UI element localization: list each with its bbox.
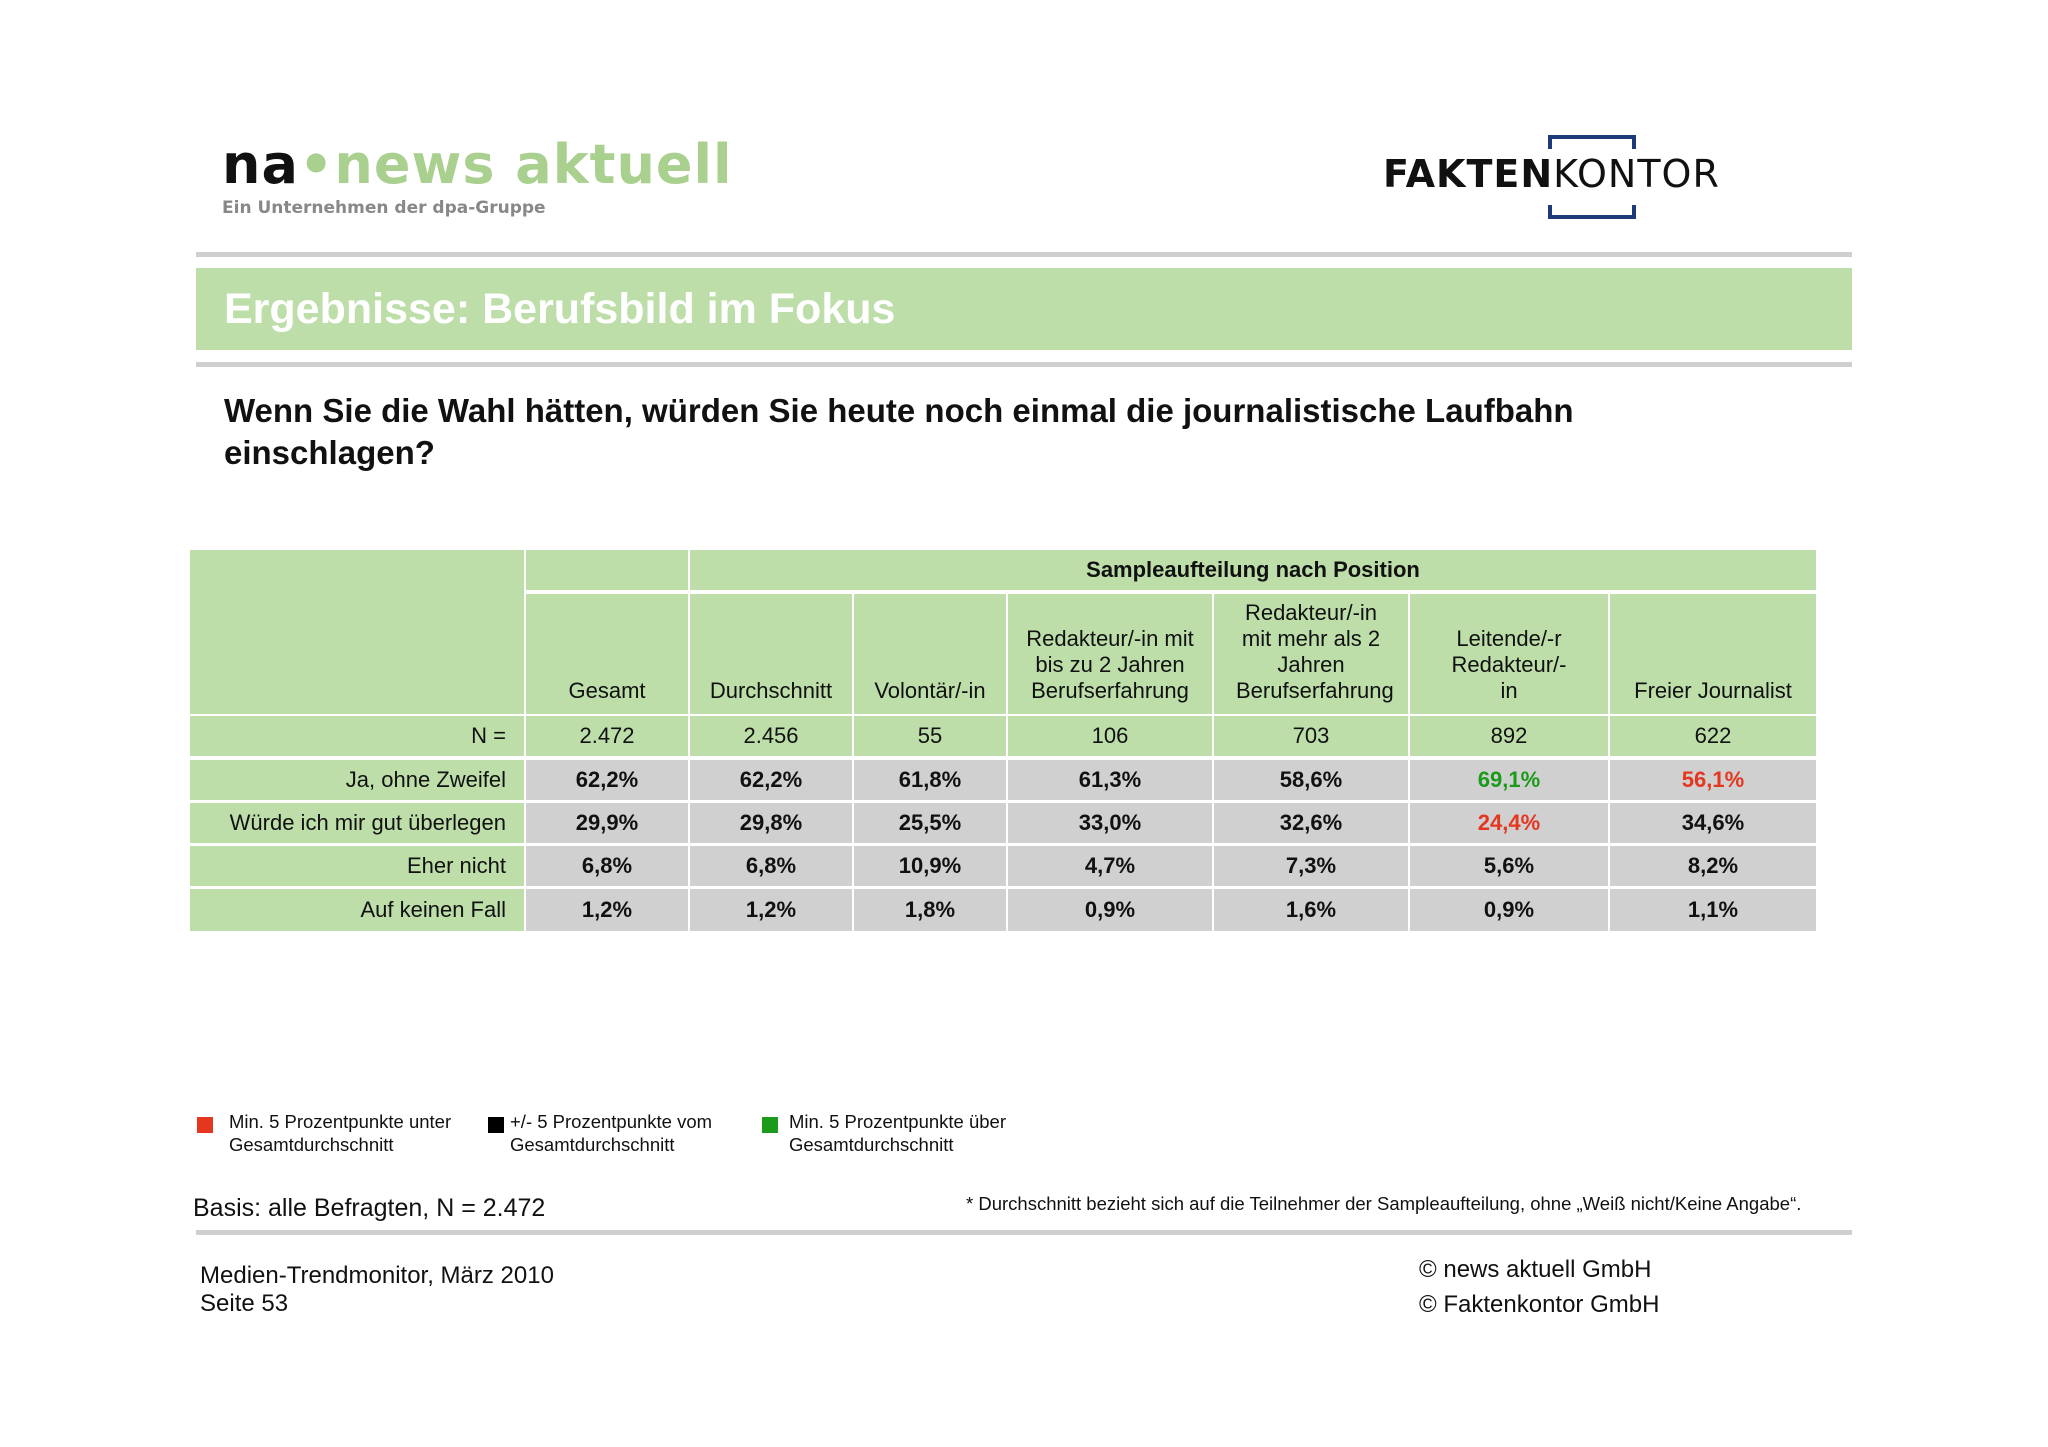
- group-header-spacer: [526, 550, 688, 590]
- table-cell: 1,1%: [1610, 889, 1816, 931]
- copyright-faktenkontor: © Faktenkontor GmbH: [1419, 1291, 1660, 1318]
- page-number: Seite 53: [200, 1290, 289, 1317]
- col-header: Redakteur/-in mit mehr als 2 Jahren Berufserfahrung: [1214, 594, 1408, 714]
- n-cell: 892: [1410, 716, 1608, 756]
- table-cell: 25,5%: [854, 803, 1006, 843]
- table-cell-highlight-red: 56,1%: [1610, 760, 1816, 800]
- basis-note: Basis: alle Befragten, N = 2.472: [193, 1194, 546, 1222]
- legend-black-swatch: [488, 1117, 504, 1133]
- survey-question: Wenn Sie die Wahl hätten, würden Sie heute noch einmal die journalistische Laufbahn einschlagen?: [224, 392, 1574, 471]
- table-cell: 1,8%: [854, 889, 1006, 931]
- col-header: Leitende/-r Redakteur/-in: [1410, 594, 1608, 714]
- table-cell: 1,2%: [526, 889, 688, 931]
- table-cell: 58,6%: [1214, 760, 1408, 800]
- n-cell: 703: [1214, 716, 1408, 756]
- col-header: Gesamt: [526, 594, 688, 714]
- legend-green-swatch: [762, 1117, 778, 1133]
- col-header: Durchschnitt: [690, 594, 852, 714]
- table-cell: 7,3%: [1214, 846, 1408, 886]
- table-cell: 0,9%: [1008, 889, 1212, 931]
- table-cell: 10,9%: [854, 846, 1006, 886]
- section-title: Ergebnisse: Berufsbild im Fokus: [224, 285, 896, 333]
- news-aktuell-logo: [222, 133, 733, 218]
- legend-green-label: Min. 5 Prozentpunkte über Gesamtdurchschnitt: [789, 1111, 1006, 1155]
- banner-divider: [196, 362, 1852, 367]
- row-label: Würde ich mir gut überlegen: [190, 803, 524, 843]
- legend-red-swatch: [197, 1117, 213, 1133]
- table-cell: 29,9%: [526, 803, 688, 843]
- faktenkontor-logo: [1383, 132, 1793, 222]
- n-cell: 106: [1008, 716, 1212, 756]
- table-cell: 6,8%: [526, 846, 688, 886]
- table-cell: 8,2%: [1610, 846, 1816, 886]
- n-cell: 622: [1610, 716, 1816, 756]
- footer-divider: [196, 1230, 1852, 1235]
- logo-bracket-top: [1548, 135, 1636, 149]
- footer-copyright: [1419, 1252, 1659, 1322]
- legend-red-label: Min. 5 Prozentpunkte unter Gesamtdurchschnitt: [229, 1111, 452, 1155]
- table-cell-highlight-green: 69,1%: [1410, 760, 1608, 800]
- legend-black-label: +/- 5 Prozentpunkte vom Gesamtdurchschnitt: [510, 1111, 713, 1155]
- table-cell: 61,3%: [1008, 760, 1212, 800]
- table-cell: 62,2%: [690, 760, 852, 800]
- logo-bracket-bottom: [1548, 205, 1636, 219]
- col-header: Redakteur/-in mit bis zu 2 Jahren Berufserfahrung: [1008, 594, 1212, 714]
- table-cell: 34,6%: [1610, 803, 1816, 843]
- row-label: Eher nicht: [190, 846, 524, 886]
- source-line: Medien-Trendmonitor, März 2010: [200, 1262, 554, 1289]
- section-banner: [196, 268, 1852, 350]
- table-cell: 5,6%: [1410, 846, 1608, 886]
- table-cell: 61,8%: [854, 760, 1006, 800]
- table-cell: 33,0%: [1008, 803, 1212, 843]
- col-header: Freier Journalist: [1610, 594, 1816, 714]
- faktenkontor-wordmark: FAKTENKONTOR: [1383, 152, 1720, 196]
- news-aktuell-subtitle: Ein Unternehmen der dpa-Gruppe: [222, 198, 546, 218]
- n-cell: 55: [854, 716, 1006, 756]
- table-cell: 1,2%: [690, 889, 852, 931]
- row-label: Auf keinen Fall: [190, 889, 524, 931]
- table-cell: 62,2%: [526, 760, 688, 800]
- col-header: Volontär/-in: [854, 594, 1006, 714]
- news-aktuell-wordmark: na•news aktuell: [222, 133, 733, 196]
- top-divider: [196, 252, 1852, 257]
- footer-source: [200, 1262, 554, 1318]
- table-cell: 32,6%: [1214, 803, 1408, 843]
- table-cell-highlight-red: 24,4%: [1410, 803, 1608, 843]
- table-cell: 4,7%: [1008, 846, 1212, 886]
- footnote: * Durchschnitt bezieht sich auf die Teilnehmer der Sampleaufteilung, ohne „Weiß nicht/Keine Angabe“.: [966, 1193, 1802, 1214]
- group-header: Sampleaufteilung nach Position: [690, 550, 1816, 590]
- row-label-n: N =: [190, 716, 524, 756]
- n-cell: 2.456: [690, 716, 852, 756]
- table-cell: 6,8%: [690, 846, 852, 886]
- table-corner-cell: [190, 550, 524, 714]
- table-cell: 1,6%: [1214, 889, 1408, 931]
- table-cell: 0,9%: [1410, 889, 1608, 931]
- table-cell: 29,8%: [690, 803, 852, 843]
- row-label: Ja, ohne Zweifel: [190, 760, 524, 800]
- copyright-news-aktuell: © news aktuell GmbH: [1419, 1256, 1652, 1283]
- n-cell: 2.472: [526, 716, 688, 756]
